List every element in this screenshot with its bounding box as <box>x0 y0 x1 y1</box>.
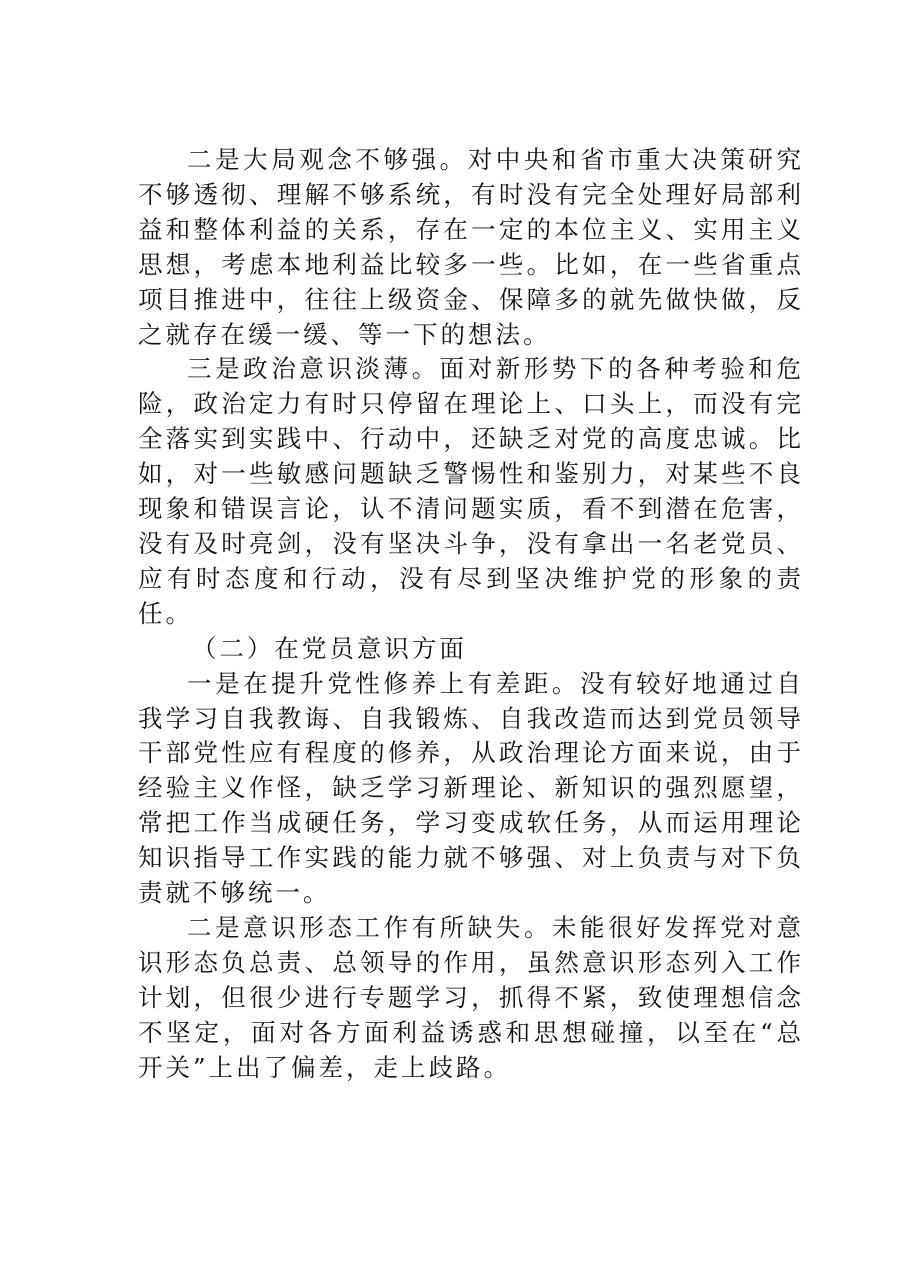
paragraph-political-awareness: 三是政治意识淡薄。面对新形势下的各种考验和危险，政治定力有时只停留在理论上、口头上，而没有完全落实到实践中、行动中，还缺乏对党的高度忠诚。比如，对一些敏感问题缺乏警惕性和鉴别力，对某些不良现象和错误言论，认不清问题实质，看不到潜在危害，没有及时亮剑，没有坚决斗争，没有拿出一名老党员、应有时态度和行动，没有尽到坚决维护党的形象的责任。 <box>138 354 804 628</box>
paragraph-ideology-work: 二是意识形态工作有所缺失。未能很好发挥党对意识形态负总责、总领导的作用，虽然意识形态列入工作计划，但很少进行专题学习，抓得不紧，致使理想信念不坚定，面对各方面利益诱惑和思想碰撞，以至在“总开关”上出了偏差，走上歧路。 <box>138 912 804 1082</box>
paragraph-overall-view: 二是大局观念不够强。对中央和省市重大决策研究不够透彻、理解不够系统，有时没有完全处理好局部利益和整体利益的关系，存在一定的本位主义、实用主义思想，考虑本地利益比较多一些。比如，在一些省重点项目推进中，往往上级资金、保障多的就先做快做，反之就存在缓一缓、等一下的想法。 <box>138 145 804 349</box>
section-heading: （二）在党员意识方面 <box>191 633 467 663</box>
document-body <box>138 143 804 1085</box>
paragraph-party-spirit: 一是在提升党性修养上有差距。没有较好地通过自我学习自我教诲、自我锻炼、自我改造而达到党员领导干部党性应有程度的修养，从政治理论方面来说，由于经验主义作怪，缺乏学习新理论、新知识的强烈愿望，常把工作当成硬任务，学习变成软任务，从而运用理论知识指导工作实践的能力就不够强、对上负责与对下负责就不够统一。 <box>138 668 804 908</box>
